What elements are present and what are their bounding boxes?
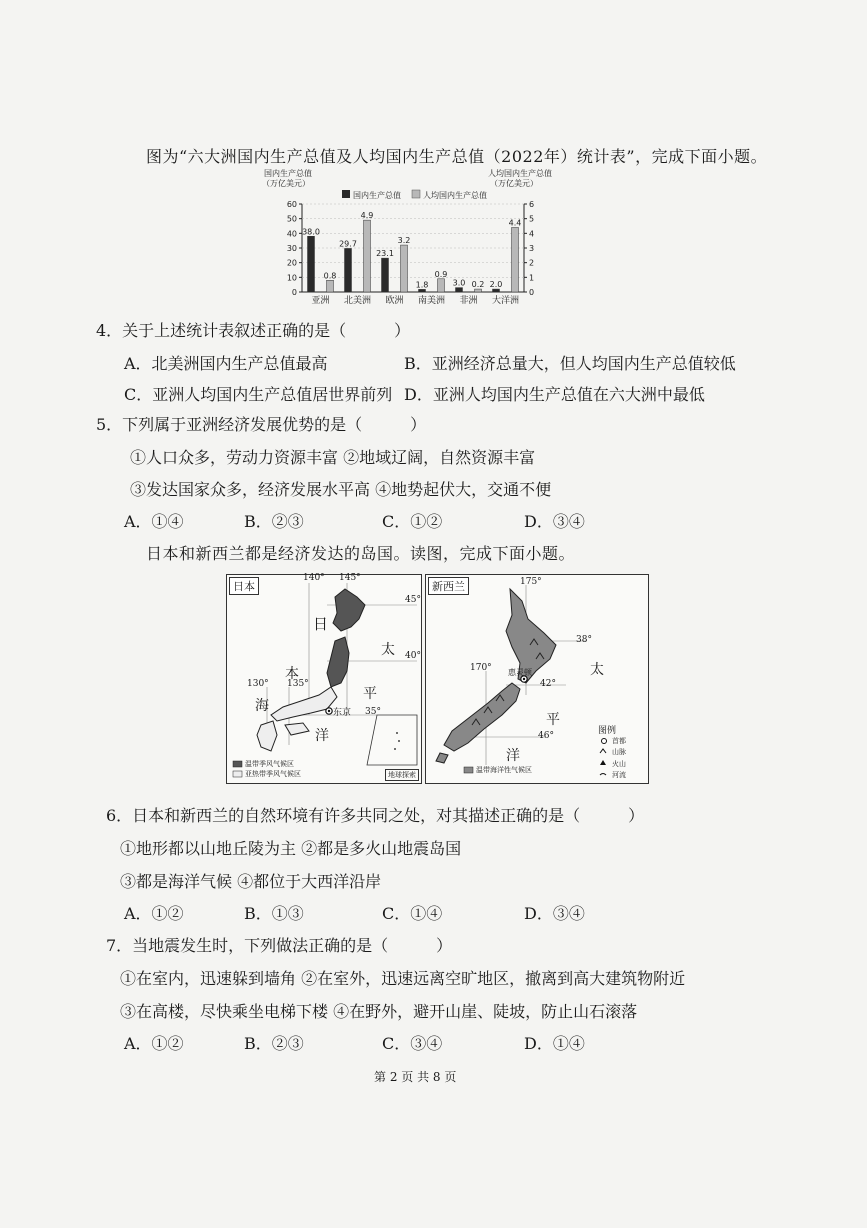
bar-per-capita — [512, 227, 519, 292]
gdp-chart-svg — [262, 168, 562, 310]
bar-per-capita — [327, 280, 334, 292]
q7-option-b[interactable]: B．②③ — [244, 1034, 304, 1053]
nz-lat-46: 46° — [538, 731, 554, 741]
legend-river: 河流 — [612, 771, 626, 779]
nz-label-ping: 平 — [546, 712, 560, 728]
japan-lat-45: 45° — [405, 595, 421, 605]
q6-stem: 6．日本和新西兰的自然环境有许多共同之处，对其描述正确的是（ ） — [106, 806, 645, 825]
q5-line2: ③发达国家众多，经济发展水平高 ④地势起伏大，交通不便 — [130, 480, 552, 499]
q6-option-c[interactable]: C．①④ — [382, 904, 443, 923]
left-tick-label: 30 — [286, 244, 297, 253]
japan-label-tai: 太 — [381, 642, 395, 658]
left-axis-unit: （万亿美元） — [262, 179, 310, 188]
bar-gdp — [308, 236, 315, 292]
left-tick-label: 10 — [286, 273, 297, 283]
right-tick-label: 2 — [529, 258, 535, 268]
legend-swatch-gdp — [342, 190, 350, 198]
nz-label-tai: 太 — [590, 662, 604, 678]
legend-title: 图例 — [598, 726, 617, 736]
wellington-label: 惠灵顿 — [508, 668, 532, 677]
bar-gdp — [419, 289, 426, 292]
chart-intro: 图为“六大洲国内生产总值及人均国内生产总值（2022年）统计表”，完成下面小题。 — [146, 147, 768, 166]
japan-lat-40: 40° — [405, 651, 421, 661]
left-tick-label: 50 — [286, 214, 297, 224]
q6-line1: ①地形都以山地丘陵为主 ②都是多火山地震岛国 — [120, 839, 462, 858]
japan-map — [226, 574, 422, 784]
bar-per-capita — [401, 245, 408, 292]
japan-source-label: 地球探索 — [385, 769, 419, 781]
category-label: 欧洲 — [385, 296, 404, 306]
q7-line1: ①在室内，迅速躲到墙角 ②在室外，迅速远离空旷地区，撤离到高大建筑物附近 — [120, 969, 686, 988]
category-label: 北美洲 — [343, 296, 372, 306]
japan-lat-35: 35° — [365, 707, 381, 717]
q6-line2: ③都是海洋气候 ④都位于大西洋沿岸 — [120, 872, 382, 891]
left-tick-label: 20 — [286, 258, 297, 268]
bar-per-capita — [438, 279, 445, 292]
gdp-chart — [262, 168, 562, 310]
q7-option-d[interactable]: D．①④ — [524, 1034, 585, 1053]
map-intro: 日本和新西兰都是经济发达的岛国。读图，完成下面小题。 — [146, 544, 576, 563]
q5-line1: ①人口众多，劳动力资源丰富 ②地域辽阔，自然资源丰富 — [130, 448, 536, 467]
q6-option-a[interactable]: A．①② — [124, 904, 184, 923]
legend-volcano: 火山 — [612, 760, 626, 768]
data-label: 4.9 — [360, 211, 374, 221]
left-axis-title: 国内生产总值 — [264, 169, 312, 178]
category-label: 南美洲 — [417, 296, 446, 306]
japan-label-yang: 洋 — [315, 728, 329, 744]
left-tick-label: 0 — [291, 288, 297, 297]
category-label: 大洋洲 — [491, 296, 520, 306]
left-tick-label: 40 — [286, 229, 297, 239]
data-label: 23.1 — [376, 249, 394, 259]
nz-lon-170: 170° — [470, 663, 492, 673]
japan-legend-subtropical: 亚热带季风气候区 — [245, 770, 301, 778]
data-label: 29.7 — [339, 239, 357, 249]
right-axis-unit: （万亿美元） — [490, 179, 538, 188]
q7-line2: ③在高楼，尽快乘坐电梯下楼 ④在野外，避开山崖、陡坡，防止山石滚落 — [120, 1002, 638, 1021]
japan-lon-130: 130° — [247, 679, 269, 689]
japan-label-hai: 海 — [255, 698, 269, 714]
bar-gdp — [456, 288, 463, 292]
data-label: 0.8 — [323, 271, 337, 281]
japan-label-ri: 日 — [313, 615, 329, 633]
q5-option-a[interactable]: A．①④ — [124, 512, 184, 531]
q5-stem: 5．下列属于亚洲经济发展优势的是（ ） — [96, 415, 427, 434]
japan-label-ben: 本 — [285, 666, 299, 682]
japan-legend-temperate: 温带季风气候区 — [245, 760, 294, 768]
category-label: 亚洲 — [311, 296, 330, 306]
q4-option-d[interactable]: D．亚洲人均国内生产总值在六大洲中最低 — [404, 385, 705, 404]
q4-stem: 4．关于上述统计表叙述正确的是（ ） — [96, 321, 411, 340]
tokyo-label: 东京 — [333, 708, 352, 718]
nz-lat-42: 42° — [540, 679, 556, 689]
data-label: 1.8 — [415, 280, 429, 290]
data-label: 38.0 — [302, 227, 320, 237]
page-number: 第 2 页 共 8 页 — [374, 1070, 457, 1084]
q5-option-b[interactable]: B．②③ — [244, 512, 304, 531]
q6-option-b[interactable]: B．①③ — [244, 904, 304, 923]
q6-option-d[interactable]: D．③④ — [524, 904, 585, 923]
nz-map — [425, 574, 649, 784]
right-tick-label: 4 — [529, 229, 535, 239]
q4-option-a[interactable]: A．北美洲国内生产总值最高 — [124, 354, 328, 373]
data-label: 2.0 — [489, 280, 503, 290]
right-axis-title: 人均国内生产总值 — [488, 169, 552, 178]
data-label: 3.0 — [452, 278, 466, 288]
right-tick-label: 3 — [529, 244, 535, 253]
legend-mountain: 山脉 — [612, 748, 626, 756]
bar-per-capita — [364, 220, 371, 292]
q5-option-d[interactable]: D．③④ — [524, 512, 585, 531]
nz-label-yang: 洋 — [506, 748, 520, 764]
right-tick-label: 1 — [529, 273, 535, 283]
q7-stem: 7．当地震发生时，下列做法正确的是（ ） — [106, 936, 453, 955]
nz-map-title: 新西兰 — [428, 577, 469, 595]
legend-capital: 首都 — [612, 737, 626, 745]
data-label: 0.9 — [434, 269, 448, 279]
legend-label-per-capita: 人均国内生产总值 — [423, 191, 487, 200]
bar-gdp — [493, 289, 500, 292]
right-tick-label: 6 — [529, 200, 535, 209]
bar-gdp — [345, 248, 352, 292]
data-label: 3.2 — [397, 236, 411, 246]
nz-lon-175: 175° — [520, 577, 542, 587]
nz-lat-38: 38° — [576, 635, 592, 645]
q4-option-b[interactable]: B．亚洲经济总量大，但人均国内生产总值较低 — [404, 354, 736, 373]
bar-per-capita — [475, 289, 482, 292]
legend-swatch-per-capita — [412, 190, 420, 198]
legend-label-gdp: 国内生产总值 — [353, 191, 401, 200]
bar-gdp — [382, 258, 389, 292]
japan-label-ping: 平 — [363, 686, 377, 702]
q7-option-c[interactable]: C．③④ — [382, 1034, 443, 1053]
japan-map-title: 日本 — [229, 577, 259, 595]
right-tick-label: 5 — [529, 214, 535, 224]
q7-option-a[interactable]: A．①② — [124, 1034, 184, 1053]
data-label: 0.2 — [471, 280, 485, 290]
japan-lon-145: 145° — [339, 573, 361, 583]
japan-lon-135: 135° — [287, 679, 309, 689]
right-tick-label: 0 — [529, 288, 535, 297]
left-tick-label: 60 — [286, 200, 297, 209]
q5-option-c[interactable]: C．①② — [382, 512, 443, 531]
data-label: 4.4 — [508, 218, 522, 228]
q4-option-c[interactable]: C．亚洲人均国内生产总值居世界前列 — [124, 385, 393, 404]
nz-legend-maritime: 温带海洋性气候区 — [476, 766, 532, 774]
category-label: 非洲 — [459, 296, 478, 306]
japan-lon-140: 140° — [303, 573, 325, 583]
